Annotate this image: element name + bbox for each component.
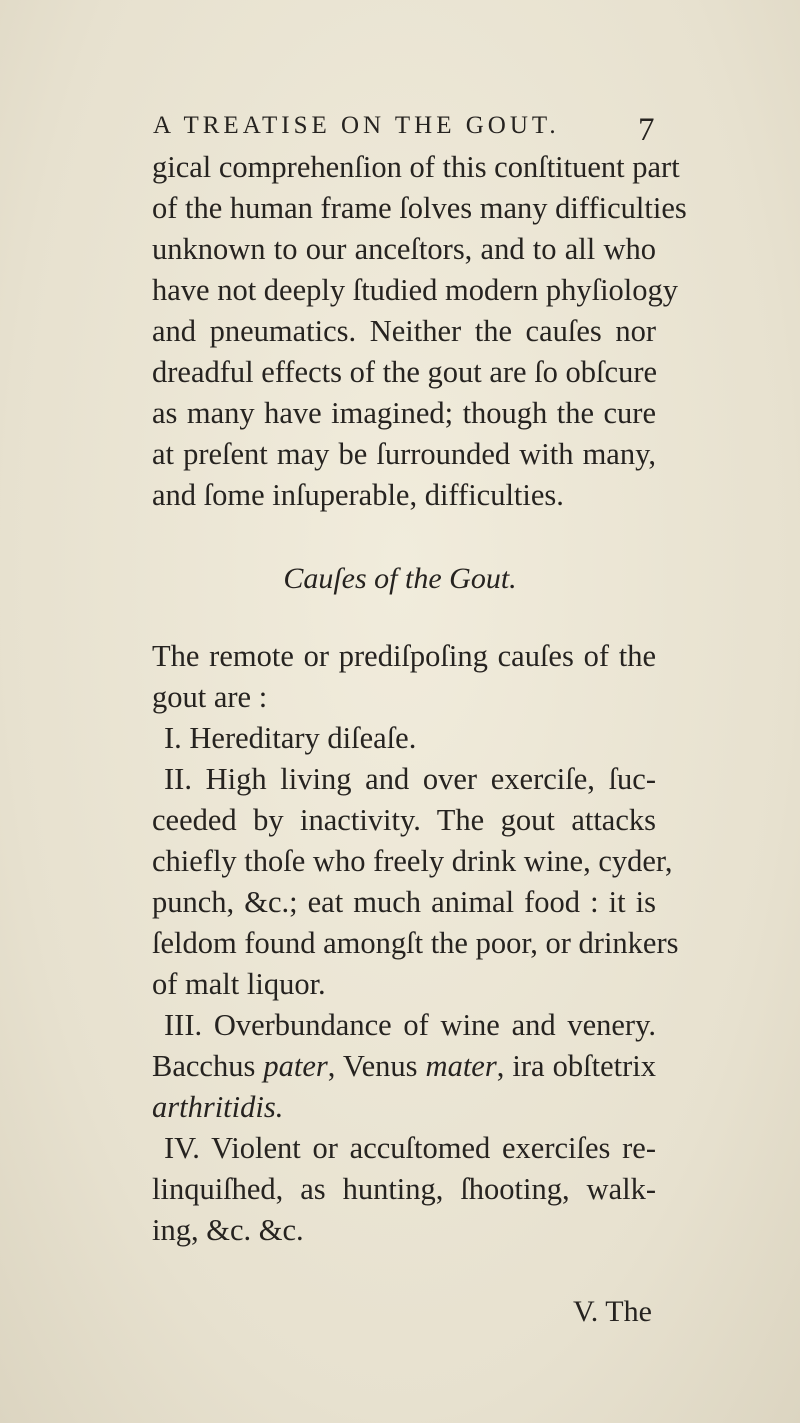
text-line: linquiſhed, as hunting, ſhooting, walk- bbox=[152, 1172, 656, 1206]
running-header bbox=[153, 112, 673, 148]
list-item-3 bbox=[152, 1005, 656, 1128]
text-line: gical comprehenſion of this conſtituent part bbox=[152, 150, 680, 184]
catchword: V. The bbox=[573, 1295, 652, 1328]
header-title: A TREATISE ON THE GOUT. bbox=[153, 112, 560, 139]
text-line: of the human frame ſolves many difficulties bbox=[152, 191, 687, 225]
text-line: punch, &c.; eat much animal food : it is bbox=[152, 885, 656, 919]
text-line: at preſent may be ſurrounded with many, bbox=[152, 437, 656, 471]
text-line: chiefly thoſe who freely drink wine, cyder, bbox=[152, 844, 673, 878]
text-line: ing, &c. &c. bbox=[152, 1213, 304, 1247]
text-line: The remote or prediſpoſing cauſes of the bbox=[152, 639, 656, 673]
text-line: of malt liquor. bbox=[152, 967, 326, 1001]
italic-word: pater bbox=[263, 1049, 328, 1083]
paragraph-2 bbox=[152, 636, 656, 718]
text-line: as many have imagined; though the cure bbox=[152, 396, 656, 430]
section-heading: Cauſes of the Gout. bbox=[283, 562, 517, 595]
text-line: III. Overbundance of wine and venery. bbox=[164, 1008, 656, 1042]
text-fragment: , ira obſtetrix bbox=[496, 1049, 656, 1083]
text-line: have not deeply ſtudied modern phyſiology bbox=[152, 273, 679, 307]
list-item-1 bbox=[164, 718, 656, 759]
text-line: unknown to our anceſtors, and to all who bbox=[152, 232, 656, 266]
text-line bbox=[152, 1087, 656, 1128]
text-line: ceeded by inactivity. The gout attacks bbox=[152, 803, 656, 837]
italic-word: arthritidis. bbox=[152, 1090, 284, 1124]
text-line: II. High living and over exerciſe, ſuc- bbox=[164, 762, 656, 796]
text-line bbox=[152, 1046, 656, 1087]
text-fragment: Bacchus bbox=[152, 1049, 264, 1083]
page-number: 7 bbox=[638, 112, 655, 148]
text-line: I. Hereditary diſeaſe. bbox=[164, 721, 417, 755]
text-line: gout are : bbox=[152, 680, 268, 714]
text-fragment: , Venus bbox=[327, 1049, 426, 1083]
text-line: ſeldom found amongſt the poor, or drinkers bbox=[152, 926, 679, 960]
text-line: and ſome inſuperable, difficulties. bbox=[152, 478, 564, 512]
list-item-4 bbox=[152, 1128, 656, 1251]
list-item-2 bbox=[152, 759, 679, 1005]
italic-word: mater bbox=[425, 1049, 497, 1083]
text-line: IV. Violent or accuſtomed exerciſes re- bbox=[164, 1131, 656, 1165]
text-line: dreadful effects of the gout are ſo obſcure bbox=[152, 355, 658, 389]
paragraph-1 bbox=[152, 147, 687, 516]
text-line: and pneumatics. Neither the cauſes nor bbox=[152, 314, 656, 348]
